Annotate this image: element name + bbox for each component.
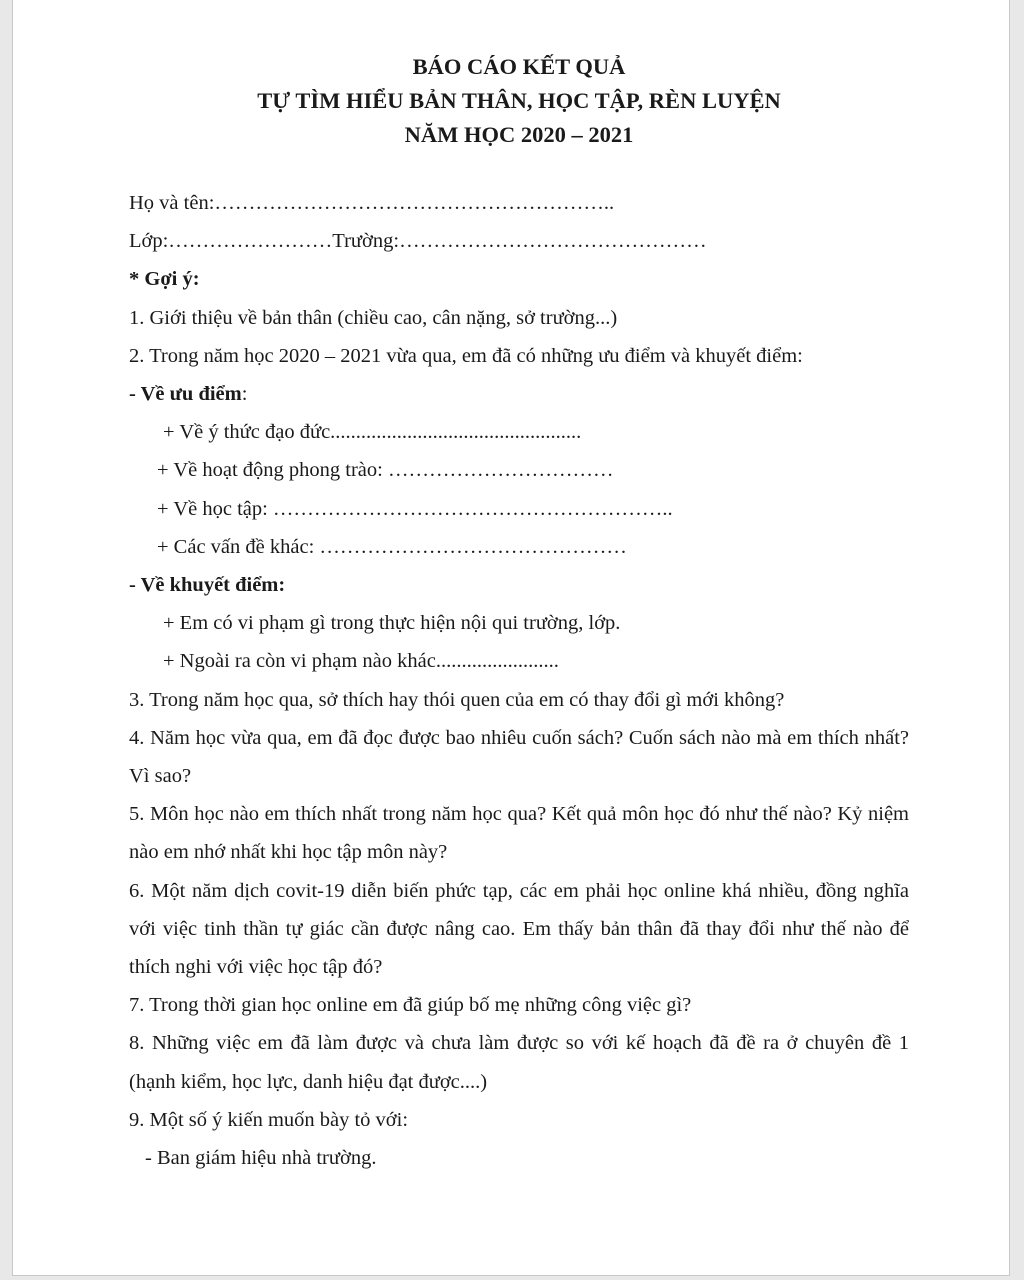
question-8: 8. Những việc em đã làm được và chưa làm được so với kế hoạch đã đề ra ở chuyên đề 1 (hạnh kiểm, học lực, danh hiệu đạt được....) (129, 1032, 909, 1093)
question-2: 2. Trong năm học 2020 – 2021 vừa qua, em đã có những ưu điểm và khuyết điểm: (129, 344, 803, 367)
weakness-other: + Ngoài ra còn vi phạm nào khác........................ (163, 650, 559, 673)
suggestion-label: * Gợi ý: (129, 268, 200, 291)
question-7: 7. Trong thời gian học online em đã giúp bố mẹ những công việc gì? (129, 994, 692, 1017)
name-field: Họ và tên:………………………………………………….. (129, 192, 615, 214)
title-block (129, 50, 909, 152)
question-9-school-board: - Ban giám hiệu nhà trường. (145, 1147, 377, 1170)
strength-study: + Về học tập: ………………………………………………….. (157, 497, 673, 520)
strengths-heading (129, 375, 909, 413)
weaknesses-heading: - Về khuyết điểm: (129, 574, 286, 597)
strength-ethics: + Về ý thức đạo đức................................................. (163, 421, 582, 444)
title-line-3: NĂM HỌC 2020 – 2021 (404, 122, 634, 147)
strengths-label: - Về ưu điểm (129, 383, 242, 406)
title-line-1: BÁO CÁO KẾT QUẢ (412, 54, 626, 79)
document-page (12, 0, 1010, 1276)
question-9: 9. Một số ý kiến muốn bày tỏ với: (129, 1108, 409, 1131)
strength-activities: + Về hoạt động phong trào: …………………………… (157, 459, 614, 482)
question-5: 5. Môn học nào em thích nhất trong năm học qua? Kết quả môn học đó như thế nào? Kỷ niệm nào em nhớ nhất khi học tập môn này? (129, 803, 909, 864)
strength-other: + Các vấn đề khác: ……………………………………… (157, 535, 627, 558)
weakness-rules: + Em có vi phạm gì trong thực hiện nội qui trường, lớp. (163, 612, 621, 635)
title-line-2: TỰ TÌM HIỂU BẢN THÂN, HỌC TẬP, RÈN LUYỆN (257, 88, 781, 113)
document-body (129, 50, 909, 1177)
question-1: 1. Giới thiệu về bản thân (chiều cao, cân nặng, sở trường...) (129, 306, 618, 329)
question-3: 3. Trong năm học qua, sở thích hay thói quen của em có thay đổi gì mới không? (129, 688, 785, 711)
class-school-field: Lớp:……………………Trường:……………………………………… (129, 230, 707, 253)
question-6: 6. Một năm dịch covit-19 diễn biến phức tạp, các em phải học online khá nhiều, đồng nghĩa với việc tinh thần tự giác cần được nâng cao. Em thấy bản thân đã thay đổi như thế nào để thích nghi với việc học tập đó? (129, 879, 909, 979)
question-4: 4. Năm học vừa qua, em đã đọc được bao nhiêu cuốn sách? Cuốn sách nào mà em thích nhất? Vì sao? (129, 726, 909, 788)
strengths-colon: : (241, 383, 248, 406)
